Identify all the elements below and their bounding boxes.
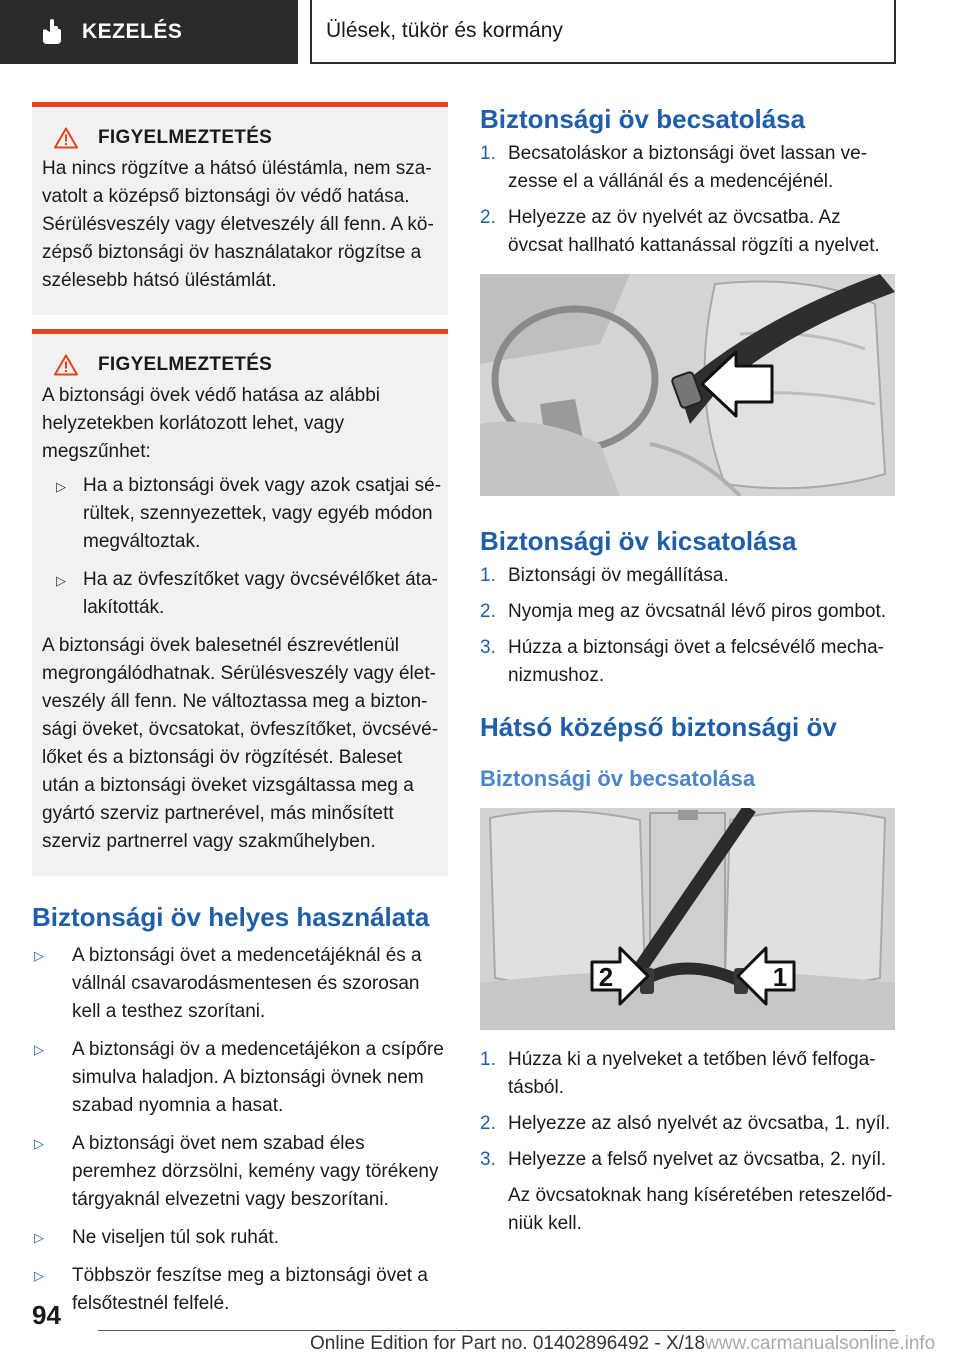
section-heading-correct-use: Biztonsági öv helyes használata bbox=[32, 902, 430, 932]
list-item: 3. Helyezze a felső nyelvet az övcsatba, 2. nyíl. bbox=[480, 1149, 887, 1170]
list-item: 3. Húzza a biztonsági övet a felcsévélő mechanizmushoz. bbox=[480, 637, 884, 686]
correct-use-list bbox=[32, 942, 448, 1318]
list-item: ▷ A biztonsági öv a medencetájékon a csípőre simulva haladjon. A biztonsági övnek nem szabad nyomnia a hasat. bbox=[32, 1036, 448, 1120]
bullet-triangle-icon: ▷ bbox=[56, 479, 66, 494]
warning-intro: A biztonsági övek védő hatása az alábbi helyzetekben korlátozott lehet, vagy megszűnhet: bbox=[42, 385, 381, 462]
warning-title: FIGYELMEZTETÉS bbox=[98, 127, 273, 148]
right-column bbox=[480, 102, 895, 1238]
rear-seat-illustration bbox=[480, 808, 895, 1030]
list-item: ▷ Ne viseljen túl sok ruhát. bbox=[32, 1224, 448, 1252]
warning-box-1 bbox=[32, 102, 448, 315]
subheading-rear-fasten: Biztonsági öv becsatolása bbox=[480, 766, 756, 791]
fasten-steps bbox=[480, 140, 895, 260]
warning-outro: A biztonsági övek balesetnél észrevétlenül megrongálódhatnak. Sérülésveszély vagy életveszély áll fenn. Ne változtassa meg a biztonsági öveket, övcsatokat, övfeszítőket, övcsévélőket és a biztonsági öv rögzítését. Baleset után a biztonsági öveket vizsgáltassa meg a gyártó szerviz partnerével, más minősített szerviz partnerrel vagy szakműhelyben. bbox=[42, 635, 439, 852]
page-number: 94 bbox=[32, 1300, 61, 1330]
arrow-label-1: 1 bbox=[772, 962, 788, 992]
bullet-triangle-icon: ▷ bbox=[56, 573, 66, 588]
rear-fasten-note: Az övcsatoknak hang kíséretében reteszelődniük kell. bbox=[508, 1185, 893, 1234]
list-item: ▷ Ha az övfeszítőket vagy övcsévélőket átalakították. bbox=[42, 566, 448, 622]
footer-divider bbox=[98, 1330, 895, 1331]
hand-pointer-icon bbox=[38, 18, 66, 46]
figure-seat-belt-front bbox=[480, 274, 895, 496]
chapter-tab bbox=[310, 0, 896, 64]
warning-title: FIGYELMEZTETÉS bbox=[98, 354, 273, 375]
warning-triangle-icon bbox=[54, 354, 78, 376]
left-column bbox=[32, 102, 448, 1328]
section-heading-rear-center: Hátsó középső biztonsági öv bbox=[480, 712, 837, 742]
figure-seat-belt-rear bbox=[480, 808, 895, 1030]
bullet-triangle-icon: ▷ bbox=[34, 1136, 44, 1151]
list-item: 1. Becsatoláskor a biztonsági övet lassan vezesse el a vállánál és a medencéjénél. bbox=[480, 143, 868, 192]
list-item: ▷ Ha a biztonsági övek vagy azok csatjai sérültek, szennyezettek, vagy egyéb módon megváltoztak. bbox=[42, 472, 448, 556]
footer-watermark: www.carmanualsonline.info bbox=[705, 1333, 936, 1354]
section-tab bbox=[0, 0, 298, 64]
warning-box-2 bbox=[32, 329, 448, 876]
warning-bullet-list bbox=[42, 472, 448, 622]
footer-edition: Online Edition for Part no. 01402896492 - X/18 bbox=[310, 1333, 706, 1354]
section-heading-unfasten: Biztonsági öv kicsatolása bbox=[480, 526, 797, 556]
rear-fasten-steps bbox=[480, 1046, 895, 1174]
section-heading-fasten: Biztonsági öv becsatolása bbox=[480, 104, 806, 134]
list-item: ▷ A biztonsági övet nem szabad éles peremhez dörzsölni, kemény vagy törékeny tárgyaknál elvezetni vagy beszorítani. bbox=[32, 1130, 448, 1214]
warning-text: Ha nincs rögzítve a hátsó üléstámla, nem szavatolt a középső biztonsági öv védő hatása. Sérülésveszély vagy életveszély áll fenn. A középső biztonsági öv használatakor rögzítse a szélesebb hátsó üléstámlát. bbox=[42, 158, 434, 291]
arrow-label-2: 2 bbox=[598, 962, 614, 992]
bullet-triangle-icon: ▷ bbox=[34, 1230, 44, 1245]
list-item: 2. Helyezze az alsó nyelvét az övcsatba, 1. nyíl. bbox=[480, 1113, 891, 1134]
list-item: 2. Helyezze az öv nyelvét az övcsatba. Az övcsat hallható kattanással rögzíti a nyelvet. bbox=[480, 207, 880, 256]
list-item: ▷ Többször feszítse meg a biztonsági övet a felsőtestnél felfelé. bbox=[32, 1262, 448, 1318]
list-item: 1. Biztonsági öv megállítása. bbox=[480, 565, 729, 586]
bullet-triangle-icon: ▷ bbox=[34, 1268, 44, 1283]
bullet-triangle-icon: ▷ bbox=[34, 948, 44, 963]
chapter-title: Ülések, tükör és kormány bbox=[326, 19, 563, 42]
list-item: 1. Húzza ki a nyelveket a tetőben lévő felfogatásból. bbox=[480, 1049, 876, 1098]
unfasten-steps bbox=[480, 562, 895, 690]
front-seat-illustration bbox=[480, 274, 895, 496]
list-item: ▷ A biztonsági övet a medencetájéknál és a vállnál csavarodásmentesen és szorosan kell a testhez szorítani. bbox=[32, 942, 448, 1026]
bullet-triangle-icon: ▷ bbox=[34, 1042, 44, 1057]
list-item: 2. Nyomja meg az övcsatnál lévő piros gombot. bbox=[480, 601, 887, 622]
warning-triangle-icon bbox=[54, 127, 78, 149]
section-title: KEZELÉS bbox=[82, 20, 183, 43]
